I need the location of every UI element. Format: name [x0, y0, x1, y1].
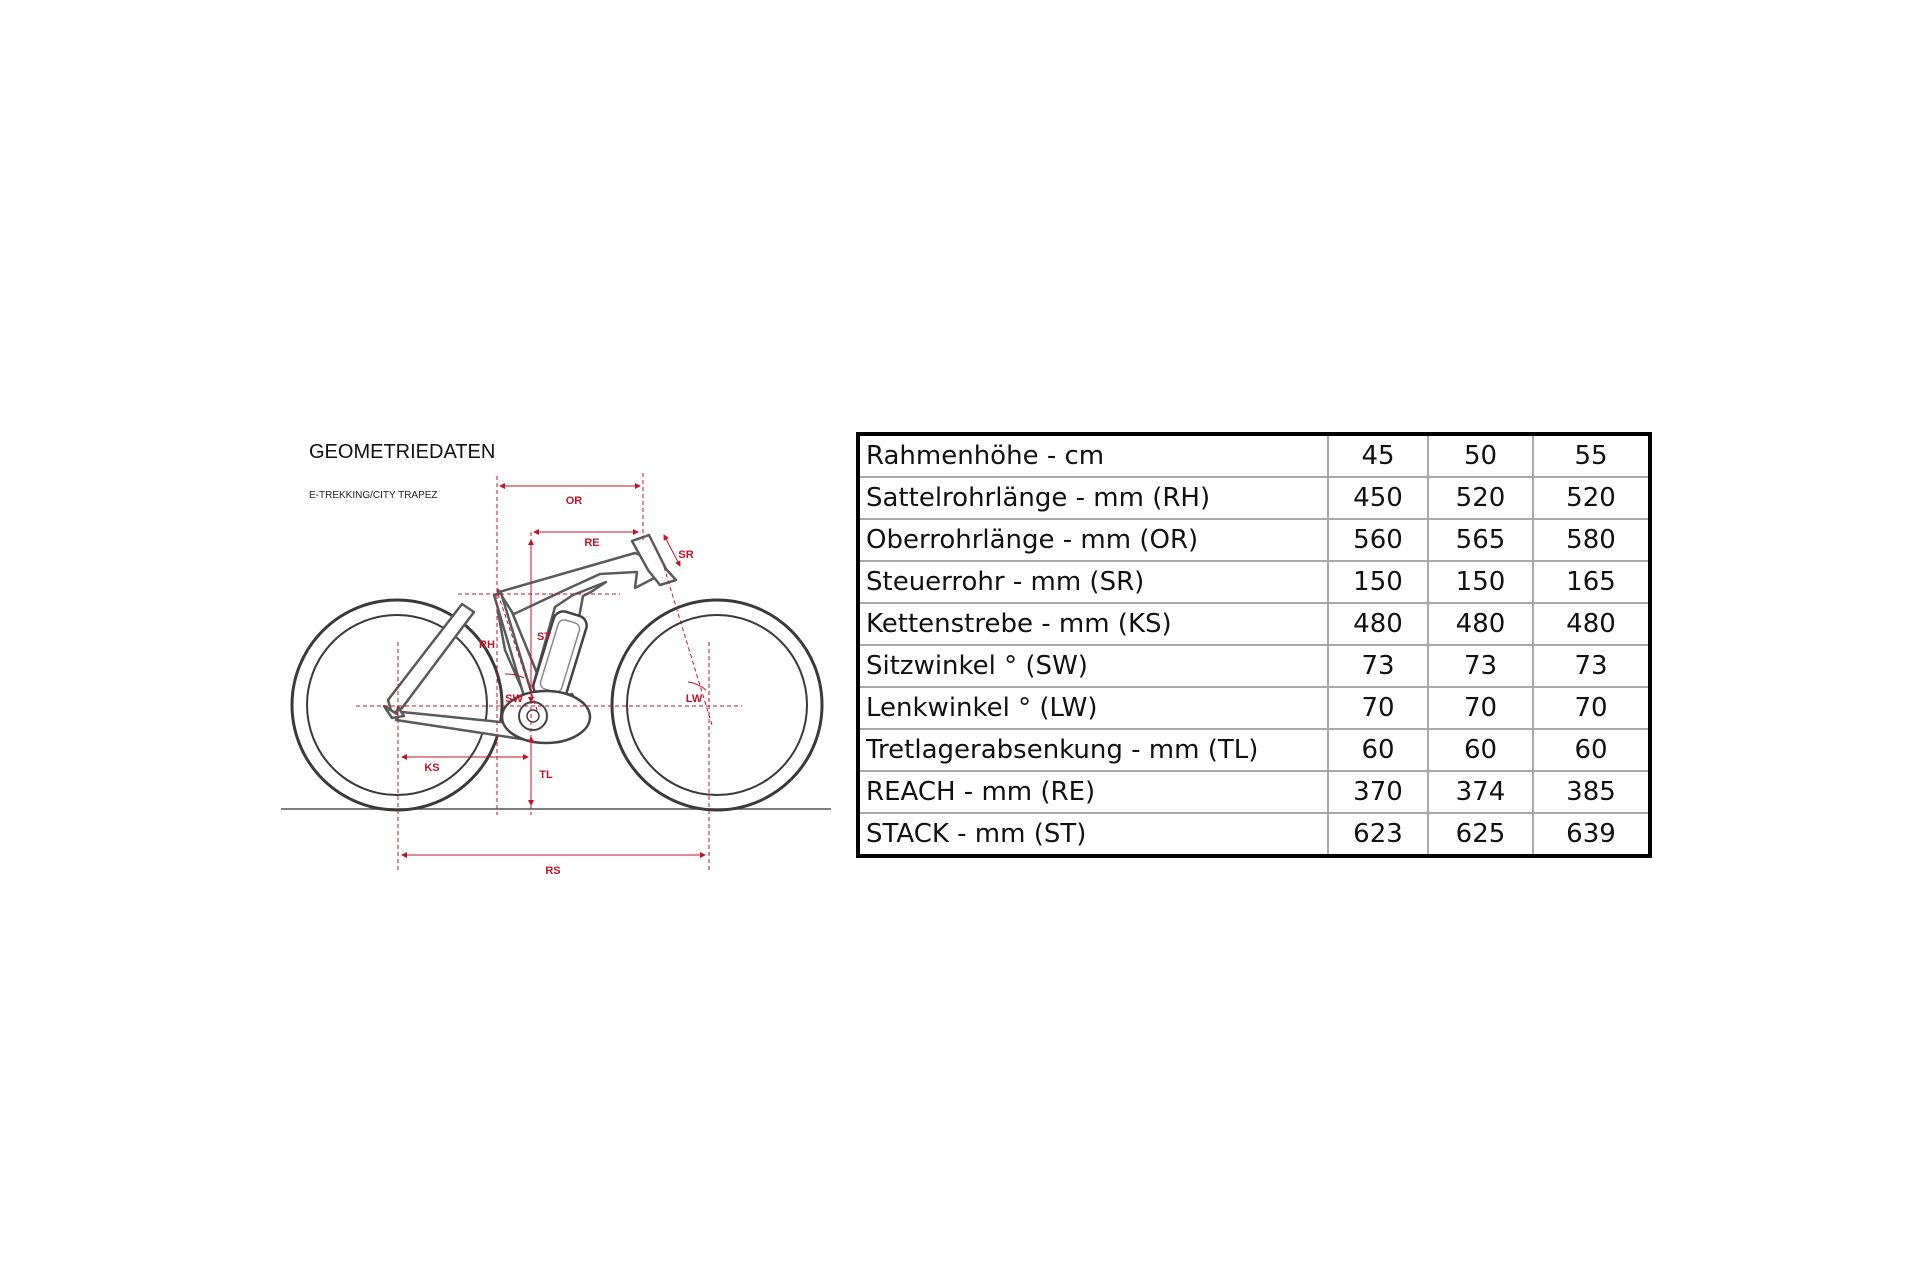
row-value: 480 — [1533, 603, 1650, 645]
frame-size-value: 55 — [1533, 434, 1650, 477]
label-ks: KS — [424, 762, 440, 774]
row-label: Lenkwinkel ° (LW) — [858, 687, 1328, 729]
row-value: 370 — [1328, 771, 1428, 813]
row-value: 70 — [1428, 687, 1533, 729]
row-value: 60 — [1533, 729, 1650, 771]
table-row — [858, 477, 1650, 519]
label-or: OR — [565, 495, 583, 507]
row-value: 60 — [1328, 729, 1428, 771]
row-value: 385 — [1533, 771, 1650, 813]
row-value: 565 — [1428, 519, 1533, 561]
row-value: 60 — [1428, 729, 1533, 771]
row-value: 73 — [1428, 645, 1533, 687]
row-label: Tretlagerabsenkung - mm (TL) — [858, 729, 1328, 771]
battery-icon — [531, 609, 589, 703]
label-rs: RS — [545, 865, 561, 877]
row-value: 165 — [1533, 561, 1650, 603]
row-label: REACH - mm (RE) — [858, 771, 1328, 813]
row-value: 150 — [1328, 561, 1428, 603]
table-row — [858, 813, 1650, 856]
row-value: 623 — [1328, 813, 1428, 856]
row-value: 70 — [1328, 687, 1428, 729]
row-value: 520 — [1428, 477, 1533, 519]
geometry-table — [856, 432, 1652, 858]
table-row — [858, 771, 1650, 813]
row-label: Sitzwinkel ° (SW) — [858, 645, 1328, 687]
table-row — [858, 603, 1650, 645]
table-row — [858, 519, 1650, 561]
row-value: 70 — [1533, 687, 1650, 729]
row-value: 150 — [1428, 561, 1533, 603]
row-label: Oberrohrlänge - mm (OR) — [858, 519, 1328, 561]
diagram-title: GEOMETRIEDATEN — [309, 441, 496, 463]
label-lw: LW — [685, 693, 703, 705]
label-sr: SR — [678, 549, 694, 561]
row-value: 625 — [1428, 813, 1533, 856]
row-value: 480 — [1328, 603, 1428, 645]
front-wheel — [612, 600, 822, 810]
row-value: 580 — [1533, 519, 1650, 561]
row-value: 73 — [1533, 645, 1650, 687]
table-row — [858, 729, 1650, 771]
table-header-row — [858, 434, 1650, 477]
row-value: 520 — [1533, 477, 1650, 519]
label-re: RE — [584, 537, 600, 549]
label-sw: SW — [505, 693, 523, 705]
row-label: Sattelrohrlänge - mm (RH) — [858, 477, 1328, 519]
table-row — [858, 645, 1650, 687]
row-value: 374 — [1428, 771, 1533, 813]
diagram-subtitle: E-TREKKING/CITY TRAPEZ — [309, 490, 438, 501]
label-tl: TL — [539, 769, 553, 781]
row-value: 73 — [1328, 645, 1428, 687]
table-row — [858, 687, 1650, 729]
row-value: 480 — [1428, 603, 1533, 645]
table-row — [858, 561, 1650, 603]
frame-size-value: 50 — [1428, 434, 1533, 477]
row-label: Steuerrohr - mm (SR) — [858, 561, 1328, 603]
row-value: 450 — [1328, 477, 1428, 519]
row-value: 560 — [1328, 519, 1428, 561]
frame-size-value: 45 — [1328, 434, 1428, 477]
row-label: STACK - mm (ST) — [858, 813, 1328, 856]
label-rh: RH — [479, 639, 495, 651]
row-label: Kettenstrebe - mm (KS) — [858, 603, 1328, 645]
row-value: 639 — [1533, 813, 1650, 856]
frame-size-label: Rahmenhöhe - cm — [858, 434, 1328, 477]
label-st: ST — [536, 631, 552, 643]
